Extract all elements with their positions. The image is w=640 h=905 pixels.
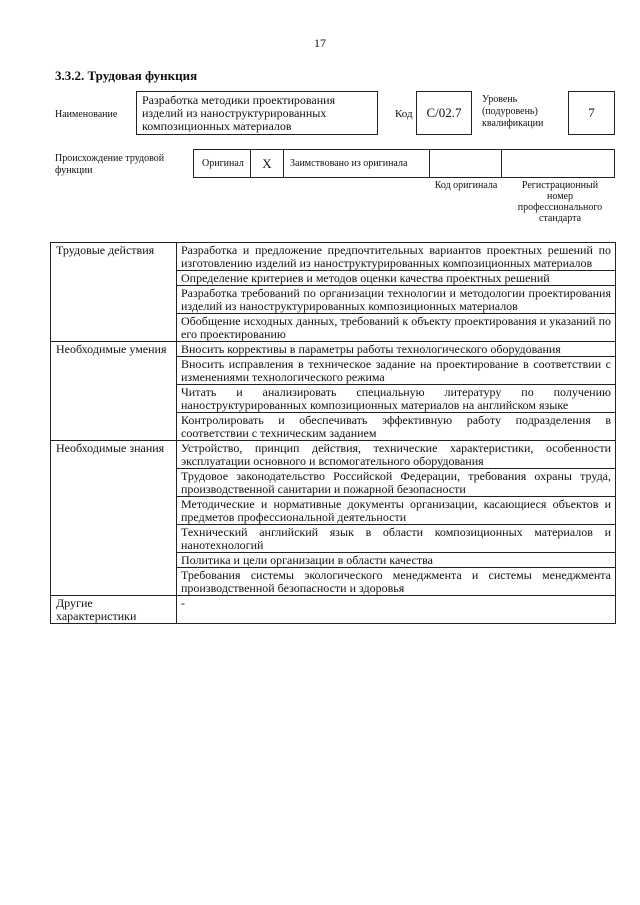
reg-number-caption: Регистрационный номер профессионального стандарта [517,180,603,224]
item-cell: Устройство, принцип действия, технические характеристики, особенности эксплуатации основного и вспомогательного оборудования [177,441,616,469]
item-cell: Политика и цели организации в области качества [177,553,616,568]
name-label: Наименование [55,109,118,120]
table-row [51,441,616,469]
origin-label: Происхождение трудовой функции [55,153,165,176]
function-details-table [50,242,616,624]
category-cell: Необходимые знания [51,441,177,596]
origin-code-cell [430,150,502,177]
item-cell: Трудовое законодательство Российской Федерации, требования охраны труда, производственной санитарии и пожарной безопасности [177,469,616,497]
category-cell: Другие характеристики [51,596,177,624]
item-cell: Вносить исправления в техническое задание на проектирование в соответствии с изменениями технологического режима [177,357,616,385]
item-cell: Разработка требований по организации технологии и методологии проектирования изделий из наноструктурированных композиционных материалов [177,286,616,314]
category-cell: Необходимые умения [51,342,177,441]
function-name-box: Разработка методики проектирования изделий из наноструктурированных композиционных материалов [136,91,378,135]
code-label: Код [395,108,413,120]
code-original-caption: Код оригинала [434,180,498,191]
item-cell: Технический английский язык в области композиционных материалов и нанотехнологий [177,525,616,553]
item-cell: Обобщение исходных данных, требований к объекту проектирования и указаний по его проектированию [177,314,616,342]
section-title: 3.3.2. Трудовая функция [55,68,198,83]
table-row [51,342,616,357]
category-cell: Трудовые действия [51,243,177,342]
origin-borrowed-label: Заимствовано из оригинала [284,150,430,177]
item-cell: Разработка и предложение предпочтительных вариантов проектных решений по изготовлению изделий из наноструктурированных композиционных материалов [177,243,616,271]
item-cell: Методические и нормативные документы организации, касающиеся объектов и предметов профессиональной деятельности [177,497,616,525]
item-cell: - [177,596,616,624]
function-code-box: C/02.7 [416,91,472,135]
origin-original-label: Оригинал [194,150,251,177]
item-cell: Читать и анализировать специальную литературу по получению наноструктурированных композиционных материалов на английском языке [177,385,616,413]
page-number: 17 [314,36,326,50]
level-label: Уровень (подуровень) квалификации [482,94,544,129]
origin-row [193,149,615,178]
item-cell: Требования системы экологического менеджмента и системы менеджмента производственной безопасности и здоровья [177,568,616,596]
item-cell: Определение критериев и методов оценки качества проектных решений [177,271,616,286]
item-cell: Контролировать и обеспечивать эффективную работу подразделения в соответствии с техническим заданием [177,413,616,441]
table-row [51,596,616,624]
table-row [51,243,616,271]
level-value-box: 7 [568,91,615,135]
origin-original-mark: X [251,150,284,177]
item-cell: Вносить коррективы в параметры работы технологического оборудования [177,342,616,357]
origin-reg-cell [502,150,614,177]
